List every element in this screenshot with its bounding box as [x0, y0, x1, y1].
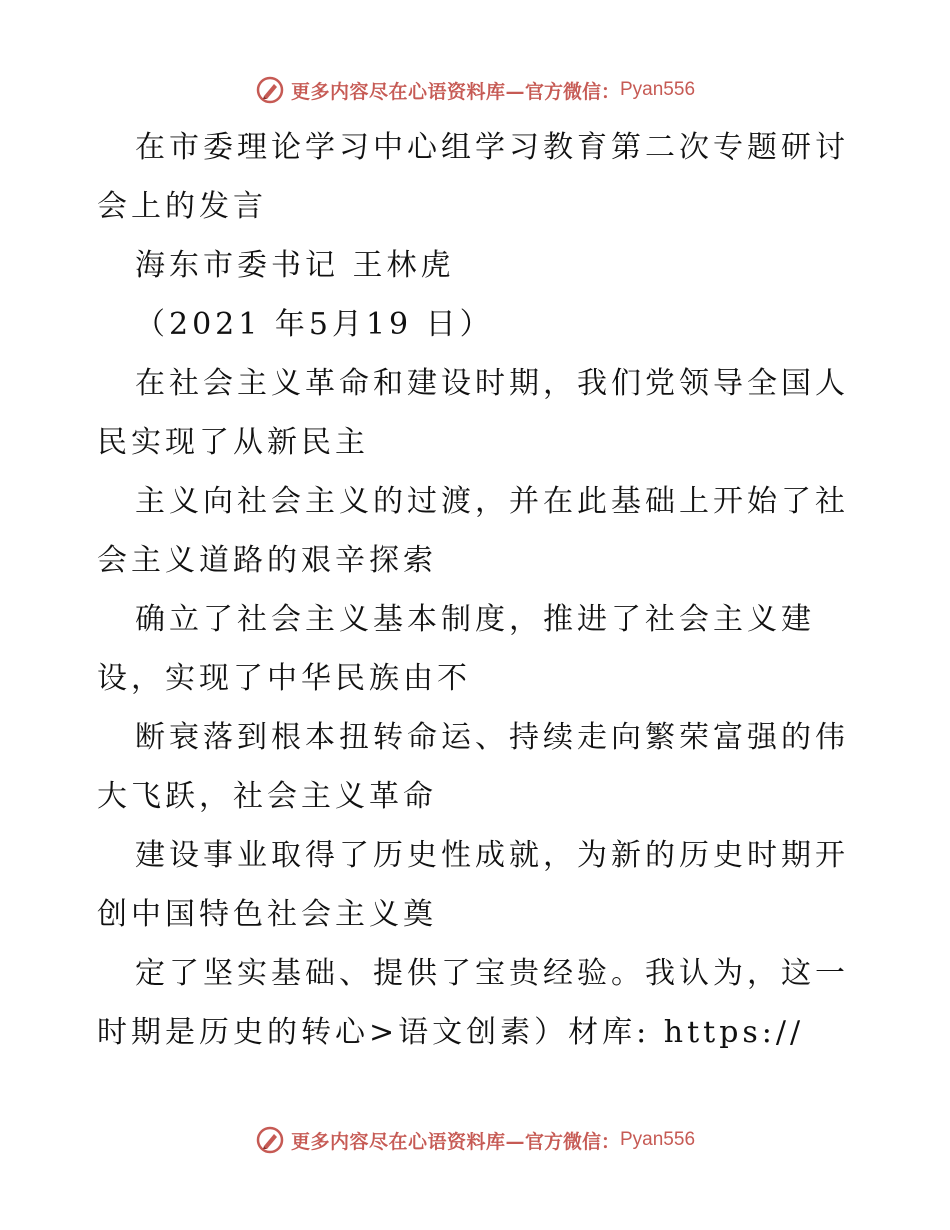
watermark-text: 更多内容尽在心语资料库— — [290, 80, 525, 103]
document-title: 在市委理论学习中心组学习教育第二次专题研讨会上的发言 — [97, 130, 849, 224]
body-paragraph: 在社会主义革命和建设时期，我们党领导全国人民实现了从新民主 — [97, 366, 849, 460]
body-paragraph: 建设事业取得了历史性成就，为新的历史时期开创中国特色社会主义奠 — [97, 838, 849, 932]
footer-watermark — [0, 1120, 950, 1160]
watermark-wechat-label: 官方微信： — [524, 80, 620, 103]
body-paragraph: 主义向社会主义的过渡，并在此基础上开始了社会主义道路的艰辛探索 — [97, 484, 849, 578]
watermark-wechat-id: Pyan556 — [620, 1129, 696, 1150]
body-paragraph: 确立了社会主义基本制度，推进了社会主义建设，实现了中华民族由不 — [97, 602, 815, 696]
watermark-wechat-label: 官方微信： — [524, 1130, 620, 1153]
watermark-wechat-id: Pyan556 — [620, 79, 696, 100]
body-paragraph: 断衰落到根本扭转命运、持续走向繁荣富强的伟大飞跃，社会主义革命 — [97, 720, 849, 814]
document-body — [97, 118, 857, 1062]
pen-logo-icon — [255, 75, 285, 105]
watermark-text: 更多内容尽在心语资料库— — [290, 1130, 525, 1153]
date-line: （2021 年5月19 日） — [135, 307, 494, 342]
header-watermark — [0, 70, 950, 110]
body-paragraph: 定了坚实基础、提供了宝贵经验。我认为，这一时期是历史的转心>语文创素）材库: https:// — [97, 956, 849, 1050]
author-line: 海东市委书记 王林虎 — [135, 248, 455, 283]
pen-logo-icon — [255, 1125, 285, 1155]
